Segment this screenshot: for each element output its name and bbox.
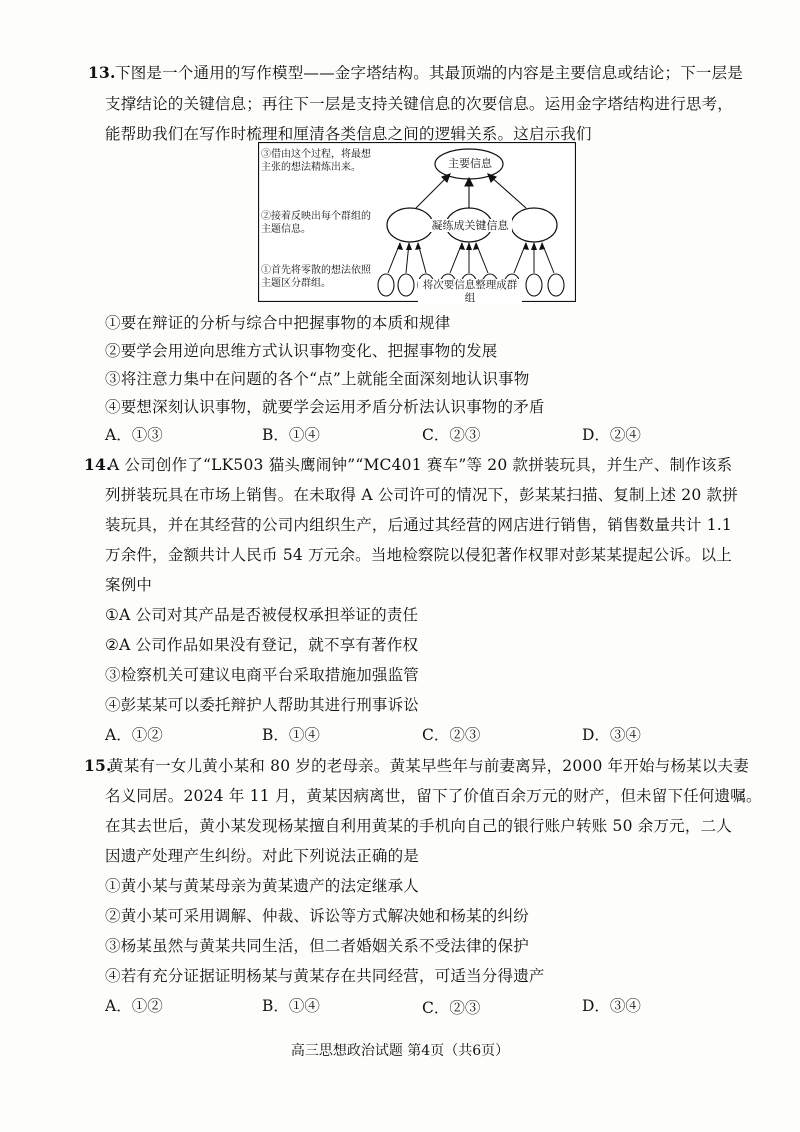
diagram-mid-label: 凝练成关键信息	[428, 219, 512, 232]
q14-option-c[interactable]: C．②③	[422, 726, 481, 744]
q15-option-c[interactable]: C．②③	[422, 999, 481, 1017]
q15-option-a[interactable]: A．①②	[105, 997, 163, 1015]
question-14-line-3: 装玩具，并在其经营的公司内组织生产，后通过其经营的网店进行销售，销售数量共计 1.1	[105, 516, 732, 534]
q15-statement-4: ④若有充分证据证明杨某与黄某存在共同经营，可适当分得遗产	[105, 967, 545, 985]
q14-statement-1: ①A 公司对其产品是否被侵权承担举证的责任	[105, 606, 419, 624]
diagram-bottom-label: 将次要信息整理成群组	[418, 279, 522, 305]
q14-option-a[interactable]: A．①②	[105, 726, 163, 744]
q14-statement-2: ②A 公司作品如果没有登记，就不享有著作权	[105, 636, 419, 654]
question-13-line-2: 支撑结论的关键信息；再往下一层是支持关键信息的次要信息。运用金字塔结构进行思考，	[105, 95, 734, 113]
q14-statement-3: ③检察机关可建议电商平台采取措施加强监管	[105, 666, 420, 684]
question-15-number: 15.	[84, 756, 112, 775]
question-13-line-3: 能帮助我们在写作时梳理和厘清各类信息之间的逻辑关系。这启示我们	[105, 125, 592, 143]
diagram-step-1: ①首先将零散的想法依照主题区分群组。	[261, 265, 371, 289]
question-14-line-2: 列拼装玩具在市场上销售。在未取得 A 公司许可的情况下，彭某某扫描、复制上述 20 款拼	[105, 486, 738, 504]
question-15-line-1: 黄某有一女儿黄小某和 80 岁的老母亲。黄某早些年与前妻离异，2000 年开始与杨某以夫妻	[108, 757, 749, 775]
diagram-step-2: ②接着反映出每个群组的主题信息。	[261, 211, 371, 235]
q13-option-b[interactable]: B．①④	[262, 426, 320, 444]
mid-node-right	[511, 208, 557, 242]
question-15-line-4: 因遗产处理产生纠纷。对此下列说法正确的是	[105, 847, 420, 865]
q13-option-c[interactable]: C．②③	[422, 426, 481, 444]
q15-statement-2: ②黄小某可采用调解、仲裁、诉讼等方式解决她和杨某的纠纷	[105, 907, 529, 925]
question-13-line-1: 下图是一个通用的写作模型——金字塔结构。其最顶端的内容是主要信息或结论；下一层是	[115, 64, 744, 82]
q15-option-d[interactable]: D．③④	[582, 997, 641, 1015]
mid-node-left	[387, 208, 433, 242]
q15-statement-1: ①黄小某与黄某母亲为黄某遗产的法定继承人	[105, 877, 420, 895]
question-14-number: 14.	[84, 455, 112, 474]
question-15-line-3: 在其去世后，黄小某发现杨某擅自利用黄某的手机向自己的银行账户转账 50 余万元，二人	[105, 817, 732, 835]
question-14-line-5: 案例中	[105, 576, 153, 594]
q13-statement-2: ②要学会用逆向思维方式认识事物变化、把握事物的发展	[105, 342, 498, 360]
q14-option-d[interactable]: D．③④	[582, 726, 641, 744]
q14-option-b[interactable]: B．①④	[262, 726, 320, 744]
diagram-top-label: 主要信息	[448, 157, 492, 170]
q13-option-a[interactable]: A．①③	[105, 426, 163, 444]
question-14-line-4: 万余件，金额共计人民币 54 万元余。当地检察院以侵犯著作权罪对彭某某提起公诉。以上	[105, 546, 732, 564]
q13-statement-4: ④要想深刻认识事物，就要学会运用矛盾分析法认识事物的矛盾	[105, 398, 545, 416]
q13-option-d[interactable]: D．②④	[582, 426, 641, 444]
q13-statement-3: ③将注意力集中在问题的各个“点”上就能全面深刻地认识事物	[105, 370, 530, 388]
q15-option-b[interactable]: B．①④	[262, 997, 320, 1015]
q13-statement-1: ①要在辩证的分析与综合中把握事物的本质和规律	[105, 314, 451, 332]
q14-statement-4: ④彭某某可以委托辩护人帮助其进行刑事诉讼	[105, 696, 420, 714]
question-13-number: 13.	[88, 63, 116, 82]
page-footer: 高三思想政治试题 第4页（共6页）	[290, 1043, 510, 1059]
q15-statement-3: ③杨某虽然与黄某共同生活，但二者婚姻关系不受法律的保护	[105, 937, 529, 955]
pyramid-diagram	[258, 142, 576, 302]
question-14-line-1: A 公司创作了“LK503 猫头鹰闹钟”“MC401 赛车”等 20 款拼装玩具，并生产、制作该系	[108, 456, 733, 474]
question-15-line-2: 名义同居。2024 年 11 月，黄某因病离世，留下了价值百余万元的财产，但未留下任何遗嘱。	[105, 787, 762, 805]
diagram-step-3: ③借由这个过程，将最想主张的想法精炼出来。	[261, 149, 371, 173]
